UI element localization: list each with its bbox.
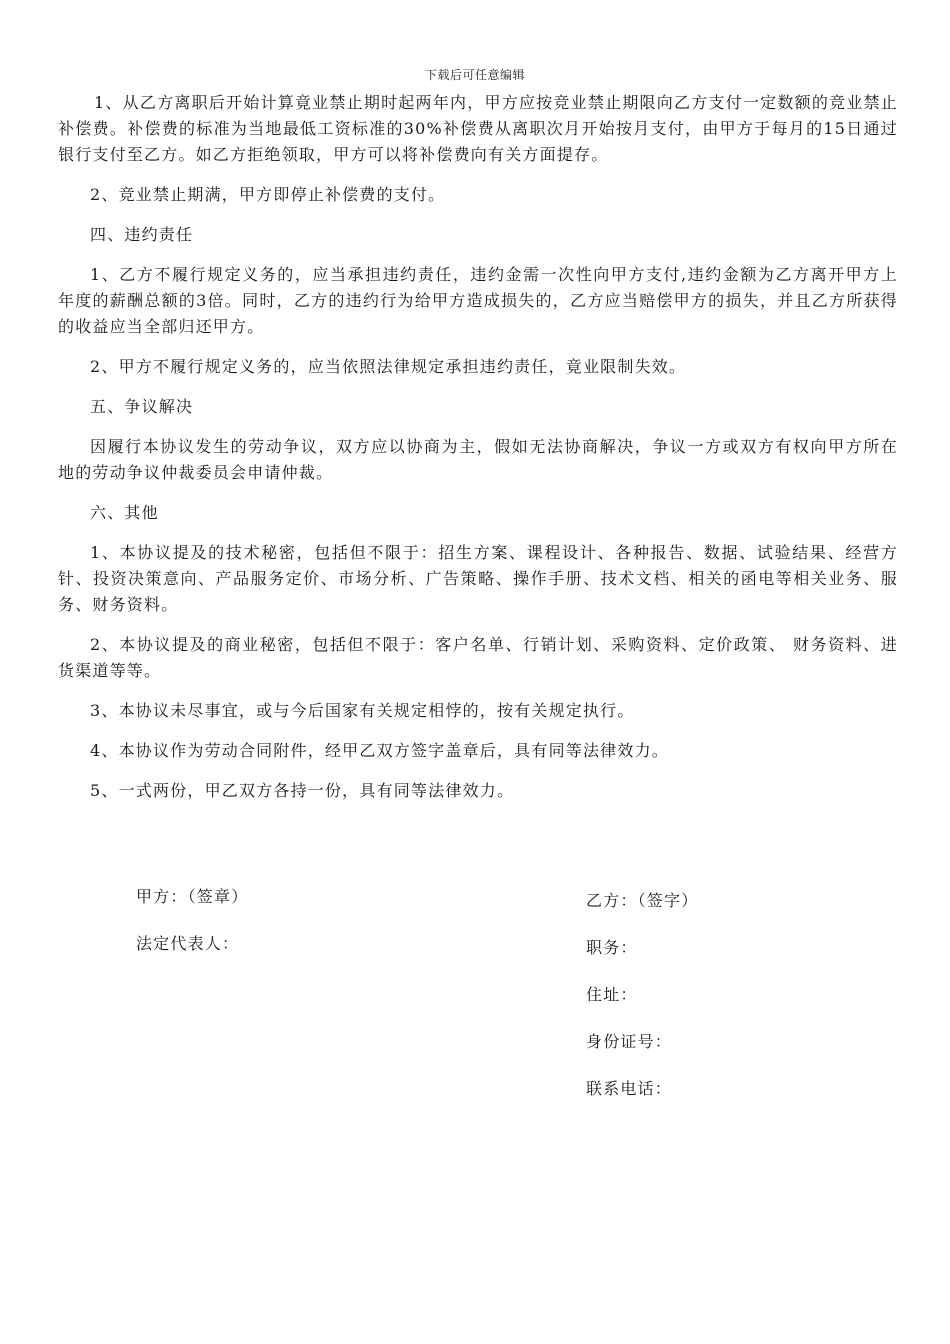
party-b-id-number: 身份证号： <box>586 1032 673 1051</box>
clause-liability-2: 2、甲方不履行规定义务的，应当依照法律规定承担违约责任，竟业限制失效。 <box>90 357 687 376</box>
header-note: 下载后可任意编辑 <box>424 68 525 82</box>
party-a-representative: 法定代表人： <box>136 934 240 953</box>
party-b-position: 职务： <box>586 938 638 957</box>
party-b-address: 住址： <box>586 985 638 1004</box>
document-body <box>58 90 898 818</box>
clause-other-2: 2、本协议提及的商业秘密，包括但不限于：客户名单、行销计划、采购资料、定价政策、 财务资料、进货渠道等等。 <box>58 635 898 680</box>
party-a-label: 甲方：（签章） <box>136 887 249 906</box>
clause-other-4: 4、本协议作为劳动合同附件，经甲乙双方签字盖章后，具有同等法律效力。 <box>90 741 669 760</box>
section-heading-liability: 四、违约责任 <box>90 225 194 244</box>
section-heading-other: 六、其他 <box>90 503 159 522</box>
clause-compensation-2: 2、竞业禁止期满，甲方即停止补偿费的支付。 <box>90 185 446 204</box>
clause-other-5: 5、一式两份，甲乙双方各持一份，具有同等法律效力。 <box>90 781 515 800</box>
clause-other-1: 1、本协议提及的技术秘密，包括但不限于：招生方案、课程设计、各种报告、数据、试验结果、经营方针、投资决策意向、产品服务定价、市场分析、广告策略、操作手册、技术文档、相关的函电等相关业务、服务、财务资料。 <box>58 543 898 614</box>
party-b-phone: 联系电话： <box>586 1079 673 1098</box>
signature-party-a <box>136 884 248 978</box>
clause-dispute: 因履行本协议发生的劳动争议，双方应以协商为主，假如无法协商解决，争议一方或双方有权向甲方所在地的劳动争议仲裁委员会申请仲裁。 <box>58 437 898 482</box>
clause-other-3: 3、本协议未尽事宜，或与今后国家有关规定相悖的，按有关规定执行。 <box>90 701 635 720</box>
section-heading-dispute: 五、争议解决 <box>90 397 194 416</box>
party-b-label: 乙方：（签字） <box>586 891 699 910</box>
signature-party-b <box>586 888 698 1123</box>
clause-liability-1: 1、乙方不履行规定义务的，应当承担违约责任，违约金需一次性向甲方支付,违约金额为乙方离开甲方上年度的薪酬总额的3倍。同时，乙方的违约行为给甲方造成损失的，乙方应当赔偿甲方的损失，并且乙方所获得的收益应当全部归还甲方。 <box>58 265 898 336</box>
clause-compensation-1: 1、从乙方离职后开始计算竟业禁止期时起两年内，甲方应按竞业禁止期限向乙方支付一定数额的竞业禁止补偿费。补偿费的标准为当地最低工资标准的30%补偿费从离职次月开始按月支付，由甲方于每月的15日通过银行支付至乙方。如乙方拒绝领取，甲方可以将补偿费向有关方面提存。 <box>58 93 898 164</box>
